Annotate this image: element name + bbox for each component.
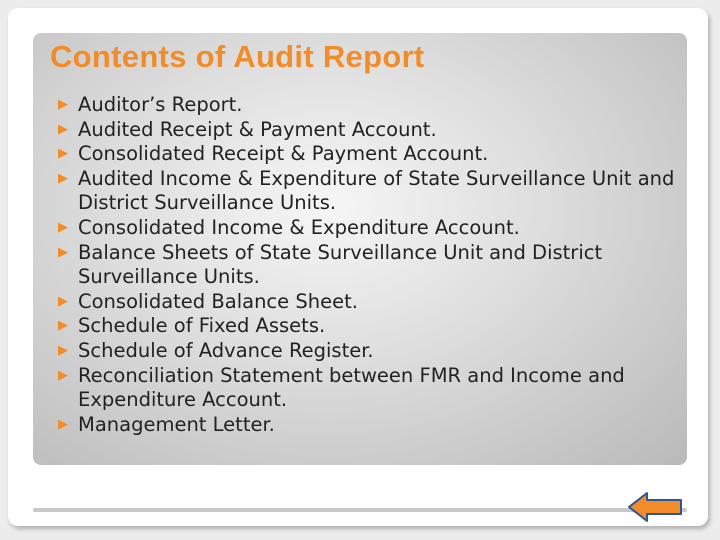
list-item: [58, 167, 678, 216]
triangle-right-icon: ▶: [58, 342, 68, 358]
list-item-text: Audited Income & Expenditure of State Surveillance Unit and District Surveillance Units.: [78, 166, 675, 215]
bullet-list: [58, 93, 678, 437]
list-item-text: Schedule of Fixed Assets.: [78, 314, 326, 338]
list-item-text: Audited Receipt & Payment Account.: [78, 117, 437, 141]
back-button[interactable]: [627, 491, 683, 523]
list-item: [58, 314, 678, 339]
triangle-right-icon: ▶: [58, 244, 68, 260]
slide-title: Contents of Audit Report: [50, 39, 425, 74]
list-item-text: Balance Sheets of State Surveillance Unit and District Surveillance Units.: [78, 240, 603, 289]
list-item-text: Consolidated Receipt & Payment Account.: [78, 142, 489, 166]
list-item: [58, 93, 678, 118]
list-item: [58, 241, 678, 290]
triangle-right-icon: ▶: [58, 293, 68, 309]
list-item: [58, 339, 678, 364]
triangle-right-icon: ▶: [58, 170, 68, 186]
list-item: [58, 216, 678, 241]
footer-divider: [33, 508, 687, 512]
list-item-text: Schedule of Advance Register.: [78, 338, 374, 362]
list-item-text: Auditor’s Report.: [78, 93, 243, 116]
triangle-right-icon: ▶: [58, 416, 68, 432]
list-item: [58, 364, 678, 413]
list-item-text: Consolidated Balance Sheet.: [78, 289, 358, 313]
list-item: [58, 413, 678, 438]
triangle-right-icon: ▶: [58, 97, 68, 112]
list-item: [58, 290, 678, 315]
list-item: [58, 142, 678, 167]
triangle-right-icon: ▶: [58, 318, 68, 334]
list-item: [58, 118, 678, 143]
triangle-right-icon: ▶: [58, 219, 68, 235]
triangle-right-icon: ▶: [58, 121, 68, 137]
back-arrow-icon: [627, 491, 683, 523]
list-item-text: Management Letter.: [78, 412, 275, 436]
list-item-text: Reconciliation Statement between FMR and Income and Expenditure Account.: [78, 363, 625, 412]
triangle-right-icon: ▶: [58, 146, 68, 162]
triangle-right-icon: ▶: [58, 367, 68, 383]
list-item-text: Consolidated Income & Expenditure Account.: [78, 215, 520, 239]
